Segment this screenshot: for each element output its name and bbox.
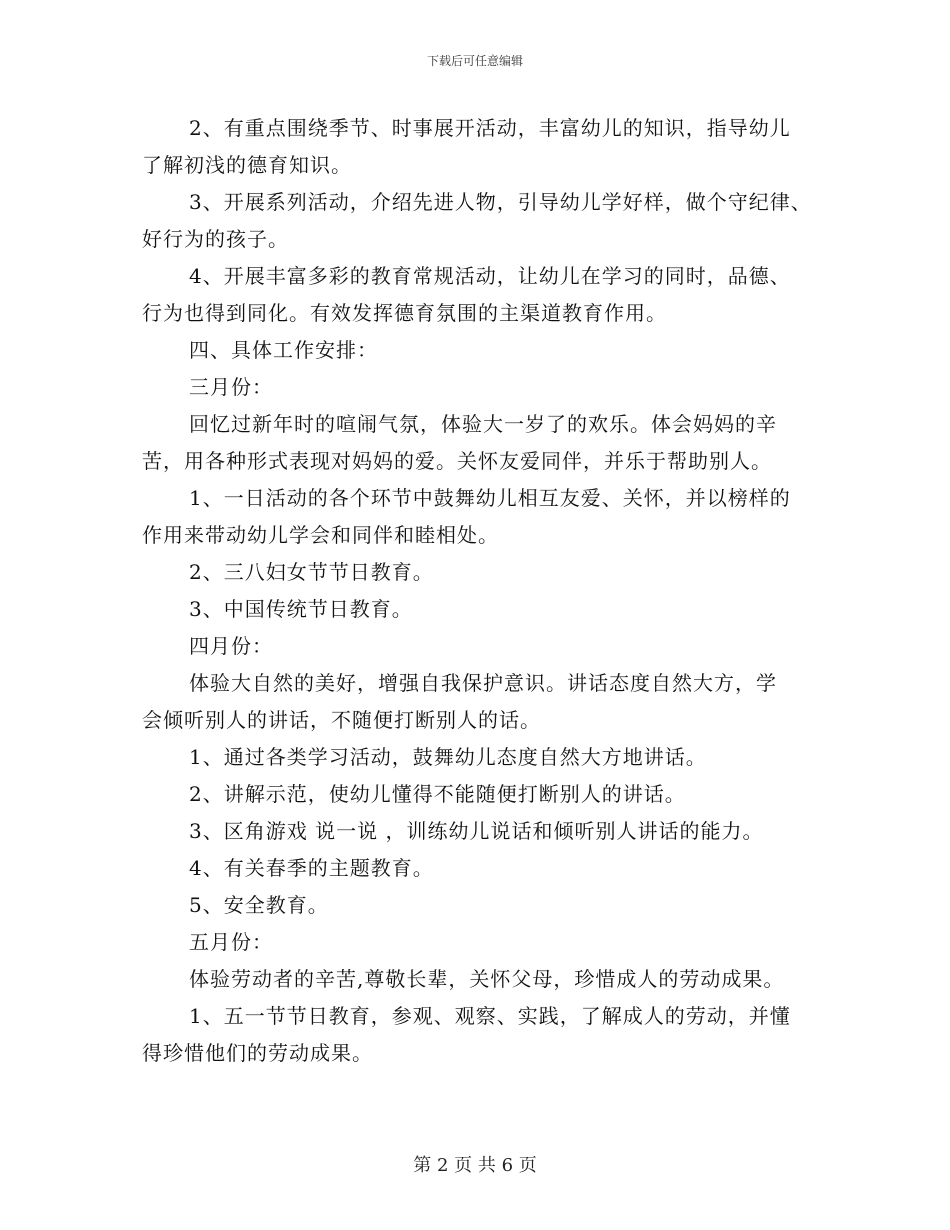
paragraph-line: 3、区角游戏 说一说 ，训练幼儿说话和倾听别人讲话的能力。 bbox=[189, 819, 764, 843]
paragraph-line: 5、安全教育。 bbox=[189, 893, 329, 917]
month-heading: 五月份： bbox=[189, 930, 273, 954]
paragraph-line: 体验大自然的美好，增强自我保护意识。讲话态度自然大方，学 bbox=[189, 671, 777, 695]
paragraph-line: 1、一日活动的各个环节中鼓舞幼儿相互友爱、关怀，并以榜样的 bbox=[189, 486, 791, 510]
page-number: 第 2 页 共 6 页 bbox=[413, 1155, 537, 1176]
paragraph-line: 2、讲解示范，使幼儿懂得不能随便打断别人的讲话。 bbox=[189, 782, 686, 806]
paragraph-line: 2、三八妇女节节日教育。 bbox=[189, 560, 434, 584]
paragraph-line: 4、开展丰富多彩的教育常规活动，让幼儿在学习的同时，品德、 bbox=[189, 264, 791, 288]
paragraph-line: 会倾听别人的讲话，不随便打断别人的话。 bbox=[142, 708, 541, 732]
paragraph-line: 1、通过各类学习活动，鼓舞幼儿态度自然大方地讲话。 bbox=[189, 745, 707, 769]
paragraph-line: 体验劳动者的辛苦,尊敬长辈，关怀父母，珍惜成人的劳动成果。 bbox=[189, 967, 785, 991]
paragraph-line: 回忆过新年时的喧闹气氛，体验大一岁了的欢乐。体会妈妈的辛 bbox=[189, 412, 777, 436]
paragraph-line: 3、开展系列活动，介绍先进人物，引导幼儿学好样，做个守纪律、 bbox=[189, 190, 812, 214]
paragraph-line: 作用来带动幼儿学会和同伴和睦相处。 bbox=[142, 523, 499, 547]
paragraph-line: 苦，用各种形式表现对妈妈的爱。关怀友爱同伴，并乐于帮助别人。 bbox=[142, 449, 772, 473]
document-body bbox=[142, 110, 814, 1072]
month-heading: 三月份： bbox=[189, 375, 273, 399]
page-header-note: 下载后可任意编辑 bbox=[426, 54, 523, 68]
month-heading: 四月份： bbox=[189, 634, 273, 658]
paragraph-line: 得珍惜他们的劳动成果。 bbox=[142, 1041, 373, 1065]
paragraph-line: 好行为的孩子。 bbox=[142, 227, 289, 251]
paragraph-line: 了解初浅的德育知识。 bbox=[142, 153, 352, 177]
paragraph-line: 行为也得到同化。有效发挥德育氛围的主渠道教育作用。 bbox=[142, 301, 667, 325]
section-heading: 四、具体工作安排： bbox=[189, 338, 378, 362]
paragraph-line: 2、有重点围绕季节、时事展开活动，丰富幼儿的知识，指导幼儿 bbox=[189, 116, 791, 140]
paragraph-line: 4、有关春季的主题教育。 bbox=[189, 856, 434, 880]
paragraph-line: 1、五一节节日教育，参观、观察、实践，了解成人的劳动，并懂 bbox=[189, 1004, 791, 1028]
paragraph-line: 3、中国传统节日教育。 bbox=[189, 597, 413, 621]
